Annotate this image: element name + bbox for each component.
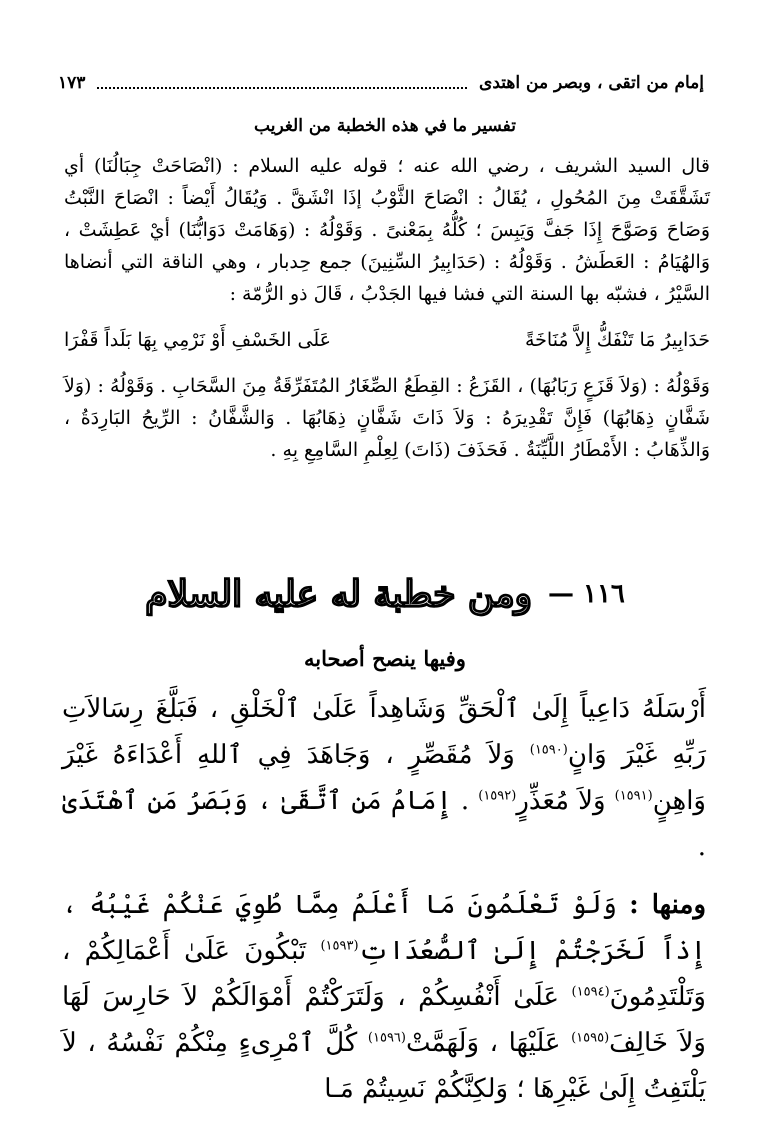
footnote-ref[interactable]: (١٥٩٣)	[320, 938, 359, 954]
header-leader-dots	[97, 87, 467, 89]
footnote-ref[interactable]: (١٥٩٠)	[529, 742, 568, 758]
glossary-paragraph: قال السيد الشريف ، رضي الله عنه ؛ قوله عليه السلام : (انْصَاحَتْ جِبَالُنَا) أي تَشَقَّقَتْ مِنَ المُحُولِ ، يُقَالُ : انْصَاحَ الثَّوْبُ إذَا انْشَقَّ . وَيُقَالُ أَيْضاً : انْصَاحَ النَّبْتُ وَصَاحَ وَصَوَّحَ إِذَا جَفَّ وَيَبِسَ ؛ كُلُّهُ بِمَعْنىً . وَقَوْلُهُ : (وَهَامَتْ دَوَابُّنَا) أيْ عَطِشَتْ ، وَالهُيَامُ : العَطَشُ . وَقَوْلُهُ : (حَدَابِيرُ السِّنِينَ) جمع حِدبار ، وهي الناقة التي أنضاها السَّيْرُ ، فشبّه بها السنة التي فشا فيها الجَدْبُ ، قَالَ ذو الرُّمّة :	[64, 155, 710, 305]
poetry-verse	[64, 324, 710, 356]
sermon-text-run: تَبْكُونَ عَلَىٰ أَعْمَالِكُمْ ، وَتَلْتَدِمُونَ	[62, 936, 706, 1012]
sermon-text-run: عَلَيْهَا ، وَلَهَمَّتْ	[406, 1028, 572, 1058]
sermon-text-run: عَلَىٰ أَنْفُسِكُمْ ، وَلَتَرَكْتُمْ أَمْوَالَكُمْ لاَ حَارِسَ لَهَا وَلاَ خَالِفَ	[62, 982, 706, 1058]
sermon-text-run: أَرْسَلَهُ دَاعِياً إِلَىٰ ٱلْحَقِّ وَشَاهِداً عَلَىٰ ٱلْخَلْقِ ، فَبَلَّغَ رِسَالاَتِ رَبِّهِ غَيْرَ وَانٍ	[62, 694, 706, 770]
sermon-text-run: كُلَّ ٱمْرِىءٍ مِنْكُمْ نَفْسُهُ ، لاَ يَلْتَفِتُ إِلَىٰ غَيْرِهَا ؛ وَلكِنَّكُمْ نَسِيتُمْ مَـا	[62, 1028, 706, 1104]
sermon-text	[62, 686, 706, 1112]
verse-second-hemistich: عَلَى الخَسْفِ أَوْ نَرْمِي بِهَا بَلَداً قَفْرَا	[64, 329, 332, 351]
sermon-text-run: وَلاَ مُعَذِّرٍ	[516, 786, 615, 816]
sermon-text-run: وَلاَ مُقَصِّرٍ ، وَجَاهَدَ فِي ٱللهِ أَعْدَاءَهُ غَيْرَ وَاهِنٍ	[62, 740, 706, 816]
footnote-ref[interactable]: (١٥٩٦)	[367, 1030, 406, 1046]
page-number: ١٧٣	[58, 73, 86, 93]
glossary-section	[64, 150, 710, 466]
sermon-subtitle: وفيها ينصح أصحابه	[304, 646, 466, 671]
sermon-ornamental-title: ومن خطبة له عليه السلام	[145, 573, 532, 615]
footnote-ref[interactable]: (١٥٩١)	[614, 788, 653, 804]
header-title: إمام من اتقى ، وبصر من اهتدى	[479, 73, 704, 93]
sermon-paragraph	[62, 686, 706, 870]
footnote-ref[interactable]: (١٥٩٢)	[478, 788, 517, 804]
footnote-ref[interactable]: (١٥٩٥)	[571, 1030, 610, 1046]
footnote-ref[interactable]: (١٥٩٤)	[571, 984, 610, 1000]
sermon-title-block	[0, 566, 770, 622]
glossary-heading: تفسير ما في هذه الخطبة من الغريب	[254, 116, 516, 136]
running-header	[58, 70, 704, 96]
sermon-text-run: وَلَوْ تَعْلَمُونَ مَا أَعْلَمُ مِمَّا طُوِيَ عَنْكُمْ غَيْبُهُ ، إِذاً لَخَرَجْتُمْ إِلَىٰ ٱلصُّعُدَاتِ	[62, 890, 707, 966]
sermon-paragraph	[62, 882, 706, 1112]
sermon-text-run: . إِمَامُ مَنِ ٱتَّقَىٰ ، وَبَصَرُ مَنِ ٱهْتَدَىٰ .	[62, 786, 706, 862]
glossary-paragraph: وَقَوْلُهُ : (وَلاَ قَزَعٍ رَبَابُهَا) ، القَزَعُ : القِطَعُ الصِّغَارُ المُتَفَرِّقَةُ مِنَ السَّحَابِ . وَقَوْلُهُ : (وَلاَ شَفَّانٍ ذِهَابُهَا) فَإِنَّ تَقْدِيرَهُ : وَلاَ ذَاتَ شَفَّانٍ ذِهَابُهَا . وَالشَّفَّانُ : الرِّيحُ البَارِدَةُ ، وَالذِّهَابُ : الأَمْطَارُ اللَّيِّنَةُ . فَحَذَفَ (ذَاتَ) لِعِلْمِ السَّامِعِ بِهِ .	[64, 375, 710, 461]
sermon-number: ١١٦ —	[547, 579, 625, 609]
verse-first-hemistich: حَدَابِيرُ مَا تَنْفَكُّ إِلاَّ مُنَاخَةً	[524, 329, 710, 351]
section-lead: ومنها :	[629, 890, 706, 920]
